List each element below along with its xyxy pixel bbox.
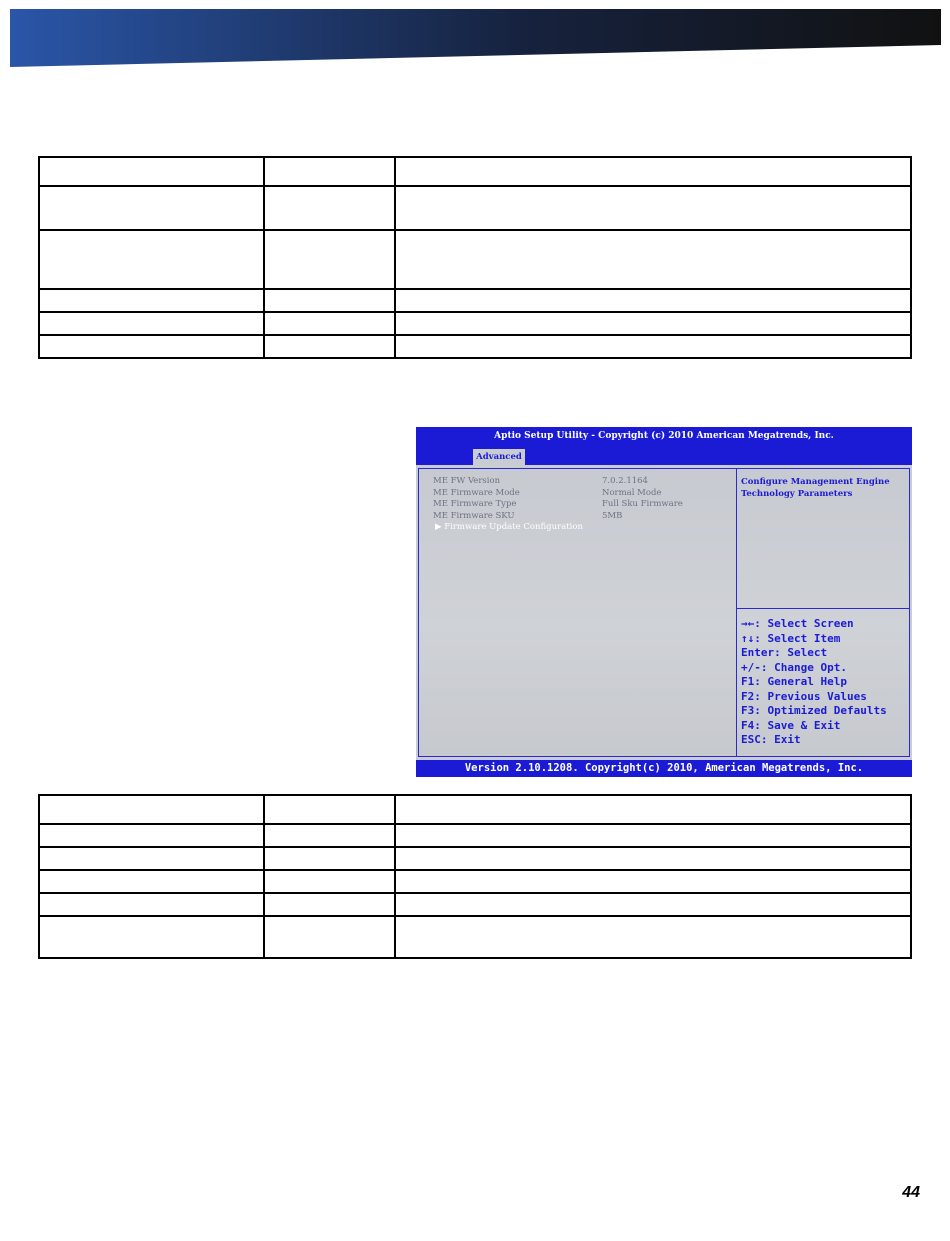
table-cell bbox=[39, 916, 264, 958]
table-cell bbox=[395, 795, 911, 824]
bios-title: Aptio Setup Utility - Copyright (c) 2010 American Megatrends, Inc. bbox=[494, 431, 834, 441]
bios-item-label: ME Firmware Mode bbox=[433, 487, 520, 498]
bios-item-label: ME FW Version bbox=[433, 476, 501, 486]
table-row bbox=[39, 847, 911, 870]
table-row bbox=[39, 870, 911, 893]
table-cell bbox=[39, 312, 264, 335]
table-cell bbox=[39, 870, 264, 893]
bios-screenshot bbox=[416, 427, 912, 777]
table-row bbox=[39, 312, 911, 335]
bios-item-value: 7.0.2.1164 bbox=[602, 476, 648, 486]
tab-advanced[interactable]: Advanced bbox=[473, 449, 525, 465]
table-cell bbox=[264, 795, 395, 824]
bios-item-label: ME Firmware SKU bbox=[433, 510, 515, 521]
key-hint: →←: Select Screen bbox=[741, 617, 854, 630]
table-row bbox=[39, 795, 911, 824]
table-cell bbox=[39, 335, 264, 358]
table-cell bbox=[395, 312, 911, 335]
bios-help-text: Configure Management Engine Technology Parameters bbox=[741, 477, 890, 499]
table-row bbox=[39, 893, 911, 916]
table-cell bbox=[395, 186, 911, 230]
table-cell bbox=[395, 847, 911, 870]
table-cell bbox=[39, 824, 264, 847]
table-cell bbox=[39, 847, 264, 870]
table-cell bbox=[264, 157, 395, 186]
bios-item-label: ME Firmware Type bbox=[433, 499, 517, 509]
bios-submenu-label: ▶ Firmware Update Configuration bbox=[435, 522, 583, 532]
key-hint: +/-: Change Opt. bbox=[741, 660, 847, 674]
table-cell bbox=[264, 230, 395, 289]
table-cell bbox=[264, 870, 395, 893]
table-cell bbox=[39, 893, 264, 916]
table-cell bbox=[395, 870, 911, 893]
page-number: 44 bbox=[902, 1184, 920, 1201]
table-row bbox=[39, 186, 911, 230]
table-cell bbox=[395, 893, 911, 916]
key-hint: ESC: Exit bbox=[741, 733, 801, 746]
table-row bbox=[39, 335, 911, 358]
bios-title-bar bbox=[416, 427, 912, 465]
table-cell bbox=[264, 893, 395, 916]
table-row bbox=[39, 157, 911, 186]
table-row bbox=[39, 289, 911, 312]
bios-key-legend bbox=[741, 617, 887, 748]
table-row bbox=[39, 916, 911, 958]
bios-item-value: 5MB bbox=[602, 510, 623, 521]
table-cell bbox=[264, 335, 395, 358]
key-hint: F1: General Help bbox=[741, 675, 847, 688]
table-cell bbox=[264, 289, 395, 312]
bios-item-value: Normal Mode bbox=[602, 487, 662, 498]
table-cell bbox=[264, 186, 395, 230]
table-cell bbox=[264, 312, 395, 335]
table-cell bbox=[39, 186, 264, 230]
key-hint: Enter: Select bbox=[741, 646, 828, 659]
bios-divider-horizontal bbox=[737, 608, 909, 609]
table-cell bbox=[264, 916, 395, 958]
key-hint: F2: Previous Values bbox=[741, 689, 867, 703]
table-cell bbox=[39, 795, 264, 824]
bios-item-value: Full Sku Firmware bbox=[602, 499, 683, 509]
table-cell bbox=[264, 847, 395, 870]
bios-footer: Version 2.10.1208. Copyright(c) 2010, American Megatrends, Inc. bbox=[416, 760, 912, 777]
header-banner bbox=[10, 9, 941, 67]
bios-main-panel bbox=[418, 468, 910, 757]
table-cell bbox=[395, 335, 911, 358]
table-cell bbox=[39, 157, 264, 186]
bios-divider-vertical bbox=[736, 469, 737, 756]
table-cell bbox=[39, 289, 264, 312]
table-row bbox=[39, 824, 911, 847]
key-hint: F4: Save & Exit bbox=[741, 718, 841, 732]
table-cell bbox=[395, 824, 911, 847]
spec-table-top bbox=[38, 156, 912, 359]
key-hint: F3: Optimized Defaults bbox=[741, 704, 887, 717]
table-cell bbox=[395, 157, 911, 186]
key-hint: ↑↓: Select Item bbox=[741, 631, 841, 645]
table-cell bbox=[39, 230, 264, 289]
table-cell bbox=[395, 289, 911, 312]
table-cell bbox=[264, 824, 395, 847]
table-row bbox=[39, 230, 911, 289]
table-cell bbox=[395, 916, 911, 958]
spec-table-bottom bbox=[38, 794, 912, 959]
table-cell bbox=[395, 230, 911, 289]
